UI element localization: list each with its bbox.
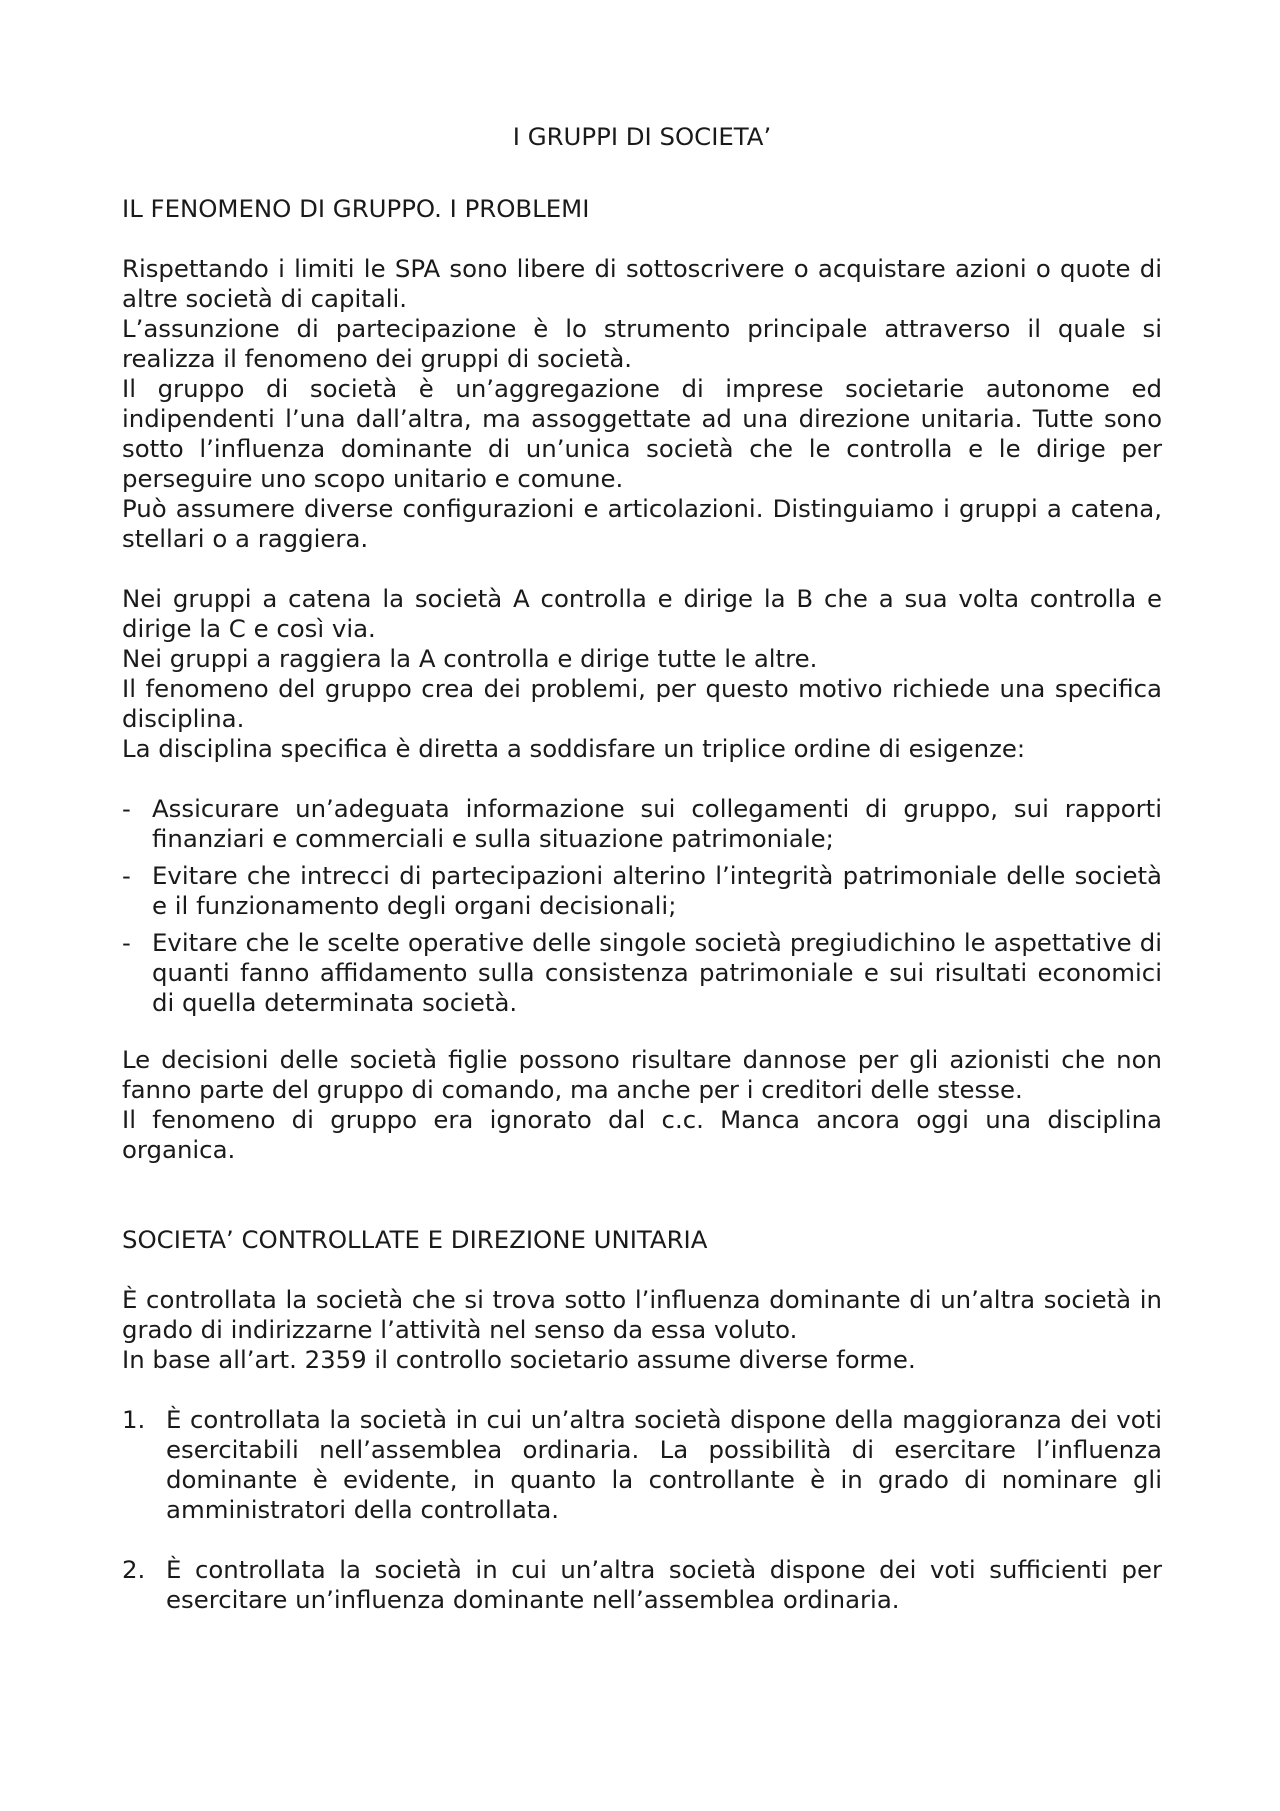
- control-forms-list: [122, 1405, 1162, 1615]
- paragraph: Il fenomeno del gruppo crea dei problemi, per questo motivo richiede una specifica disciplina.: [122, 674, 1162, 733]
- spacer: [122, 764, 1162, 794]
- spacer: [122, 554, 1162, 584]
- paragraph: Nei gruppi a catena la società A controlla e dirige la B che a sua volta controlla e dirige la C e così via.: [122, 584, 1162, 643]
- paragraph: Può assumere diverse configurazioni e articolazioni. Distinguiamo i gruppi a catena, stellari o a raggiera.: [122, 494, 1162, 553]
- paragraph: Le decisioni delle società figlie possono risultare dannose per gli azionisti che non fanno parte del gruppo di comando, ma anche per i creditori delle stesse.: [122, 1045, 1162, 1104]
- list-item: [122, 794, 1162, 854]
- document-title: I GRUPPI DI SOCIETA’: [512, 122, 772, 151]
- paragraph: Il fenomeno di gruppo era ignorato dal c.c. Manca ancora oggi una disciplina organica.: [122, 1105, 1162, 1164]
- spacer: [122, 1375, 1162, 1405]
- paragraph: L’assunzione di partecipazione è lo strumento principale attraverso il quale si realizza il fenomeno dei gruppi di società.: [122, 314, 1162, 373]
- section-heading-fenomeno: IL FENOMENO DI GRUPPO. I PROBLEMI: [122, 194, 590, 223]
- numbered-item-text: È controllata la società in cui un’altra società dispone della maggioranza dei voti esercitabili nell’assemblea ordinaria. La possibilità di esercitare l’influenza dominante è evidente, in quanto la controllante è in grado di nominare gli amministratori della controllata.: [166, 1405, 1162, 1524]
- numbered-marker: 2.: [122, 1555, 146, 1584]
- list-item: [122, 928, 1162, 1018]
- paragraph: Nei gruppi a raggiera la A controlla e dirige tutte le altre.: [122, 644, 818, 673]
- paragraph: In base all’art. 2359 il controllo societario assume diverse forme.: [122, 1345, 916, 1374]
- numbered-item: [122, 1405, 1162, 1525]
- paragraph: La disciplina specifica è diretta a soddisfare un triplice ordine di esigenze:: [122, 734, 1026, 763]
- spacer: [122, 1025, 1162, 1045]
- document-page: [122, 122, 1162, 1645]
- section-controllate-body: [122, 1285, 1162, 1615]
- spacer: [122, 1165, 1162, 1225]
- list-item-text: Evitare che le scelte operative delle singole società pregiudichino le aspettative di quanti fanno affidamento sulla consistenza patrimoniale e sui risultati economici di quella determinata società.: [152, 928, 1162, 1017]
- requirements-list: [122, 794, 1162, 1018]
- paragraph: Il gruppo di società è un’aggregazione di imprese societarie autonome ed indipendenti l’una dall’altra, ma assoggettate ad una direzione unitaria. Tutte sono sotto l’influenza dominante di un’unica società che le controlla e le dirige per perseguire uno scopo unitario e comune.: [122, 374, 1162, 493]
- list-marker: -: [122, 928, 131, 957]
- paragraph: Rispettando i limiti le SPA sono libere di sottoscrivere o acquistare azioni o quote di altre società di capitali.: [122, 254, 1162, 313]
- list-item: [122, 861, 1162, 921]
- section-heading-controllate: SOCIETA’ CONTROLLATE E DIREZIONE UNITARIA: [122, 1225, 708, 1254]
- numbered-item-text: È controllata la società in cui un’altra società dispone dei voti sufficienti per esercitare un’influenza dominante nell’assemblea ordinaria.: [166, 1555, 1162, 1614]
- numbered-marker: 1.: [122, 1405, 146, 1434]
- paragraph: È controllata la società che si trova sotto l’influenza dominante di un’altra società in grado di indirizzarne l’attività nel senso da essa voluto.: [122, 1285, 1162, 1344]
- list-item-text: Assicurare un’adeguata informazione sui collegamenti di gruppo, sui rapporti finanziari e commerciali e sulla situazione patrimoniale;: [152, 794, 1162, 853]
- list-item-text: Evitare che intrecci di partecipazioni alterino l’integrità patrimoniale delle società e il funzionamento degli organi decisionali;: [152, 861, 1162, 920]
- list-marker: -: [122, 794, 131, 823]
- list-marker: -: [122, 861, 131, 890]
- numbered-item: [122, 1555, 1162, 1615]
- section-fenomeno-body: [122, 254, 1162, 1165]
